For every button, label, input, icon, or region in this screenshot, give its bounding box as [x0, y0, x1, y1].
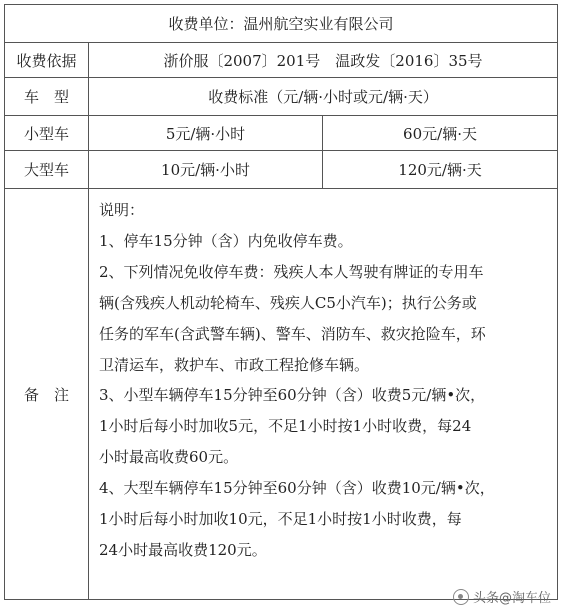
- small-car-daily-rate: 60元/辆·天: [323, 116, 558, 151]
- basis-label: 收费依据: [5, 43, 89, 78]
- large-car-hourly-rate: 10元/辆·小时: [89, 151, 323, 189]
- vehicle-type-label: 车 型: [5, 78, 89, 116]
- fee-standard-label: 收费标准（元/辆·小时或元/辆·天）: [89, 78, 558, 116]
- watermark: [453, 587, 551, 606]
- notes-line: 说明：: [99, 201, 145, 219]
- notes-line: 2、下列情况免收停车费：残疾人本人驾驶有牌证的专用车: [99, 262, 484, 281]
- notes-line: 3、小型车辆停车15分钟至60分钟（含）收费5元/辆•次，: [99, 386, 486, 405]
- notes-line: 24小时最高收费120元。: [99, 540, 267, 559]
- watermark-text: 头条@淘车位: [472, 591, 551, 606]
- small-car-label: 小型车: [5, 116, 89, 151]
- small-car-hourly-rate: 5元/辆·小时: [89, 116, 323, 151]
- notes-line: 1小时后每小时加收5元，不足1小时按1小时收费，每24: [99, 417, 472, 436]
- notes-content: [89, 189, 558, 600]
- notes-line: 任务的军车(含武警车辆)、警车、消防车、救灾抢险车，环: [99, 324, 486, 343]
- fee-unit-header: 收费单位：温州航空实业有限公司: [5, 5, 558, 43]
- parking-fee-table: [4, 4, 558, 600]
- notes-line: 1小时后每小时加收10元，不足1小时按1小时收费，每: [99, 510, 462, 529]
- notes-line: 小时最高收费60元。: [99, 448, 239, 467]
- account-icon: [453, 589, 469, 605]
- notes-line: 辆(含残疾人机动轮椅车、残疾人C5小汽车)；执行公务或: [99, 293, 477, 312]
- notes-line: 1、停车15分钟（含）内免收停车费。: [99, 231, 353, 250]
- large-car-label: 大型车: [5, 151, 89, 189]
- large-car-daily-rate: 120元/辆·天: [323, 151, 558, 189]
- notes-label: 备 注: [5, 189, 89, 600]
- basis-value: 浙价服〔2007〕201号 温政发〔2016〕35号: [89, 43, 558, 78]
- notes-line: 卫清运车，救护车、市政工程抢修车辆。: [99, 355, 370, 374]
- notes-line: 4、大型车辆停车15分钟至60分钟（含）收费10元/辆•次，: [99, 479, 495, 498]
